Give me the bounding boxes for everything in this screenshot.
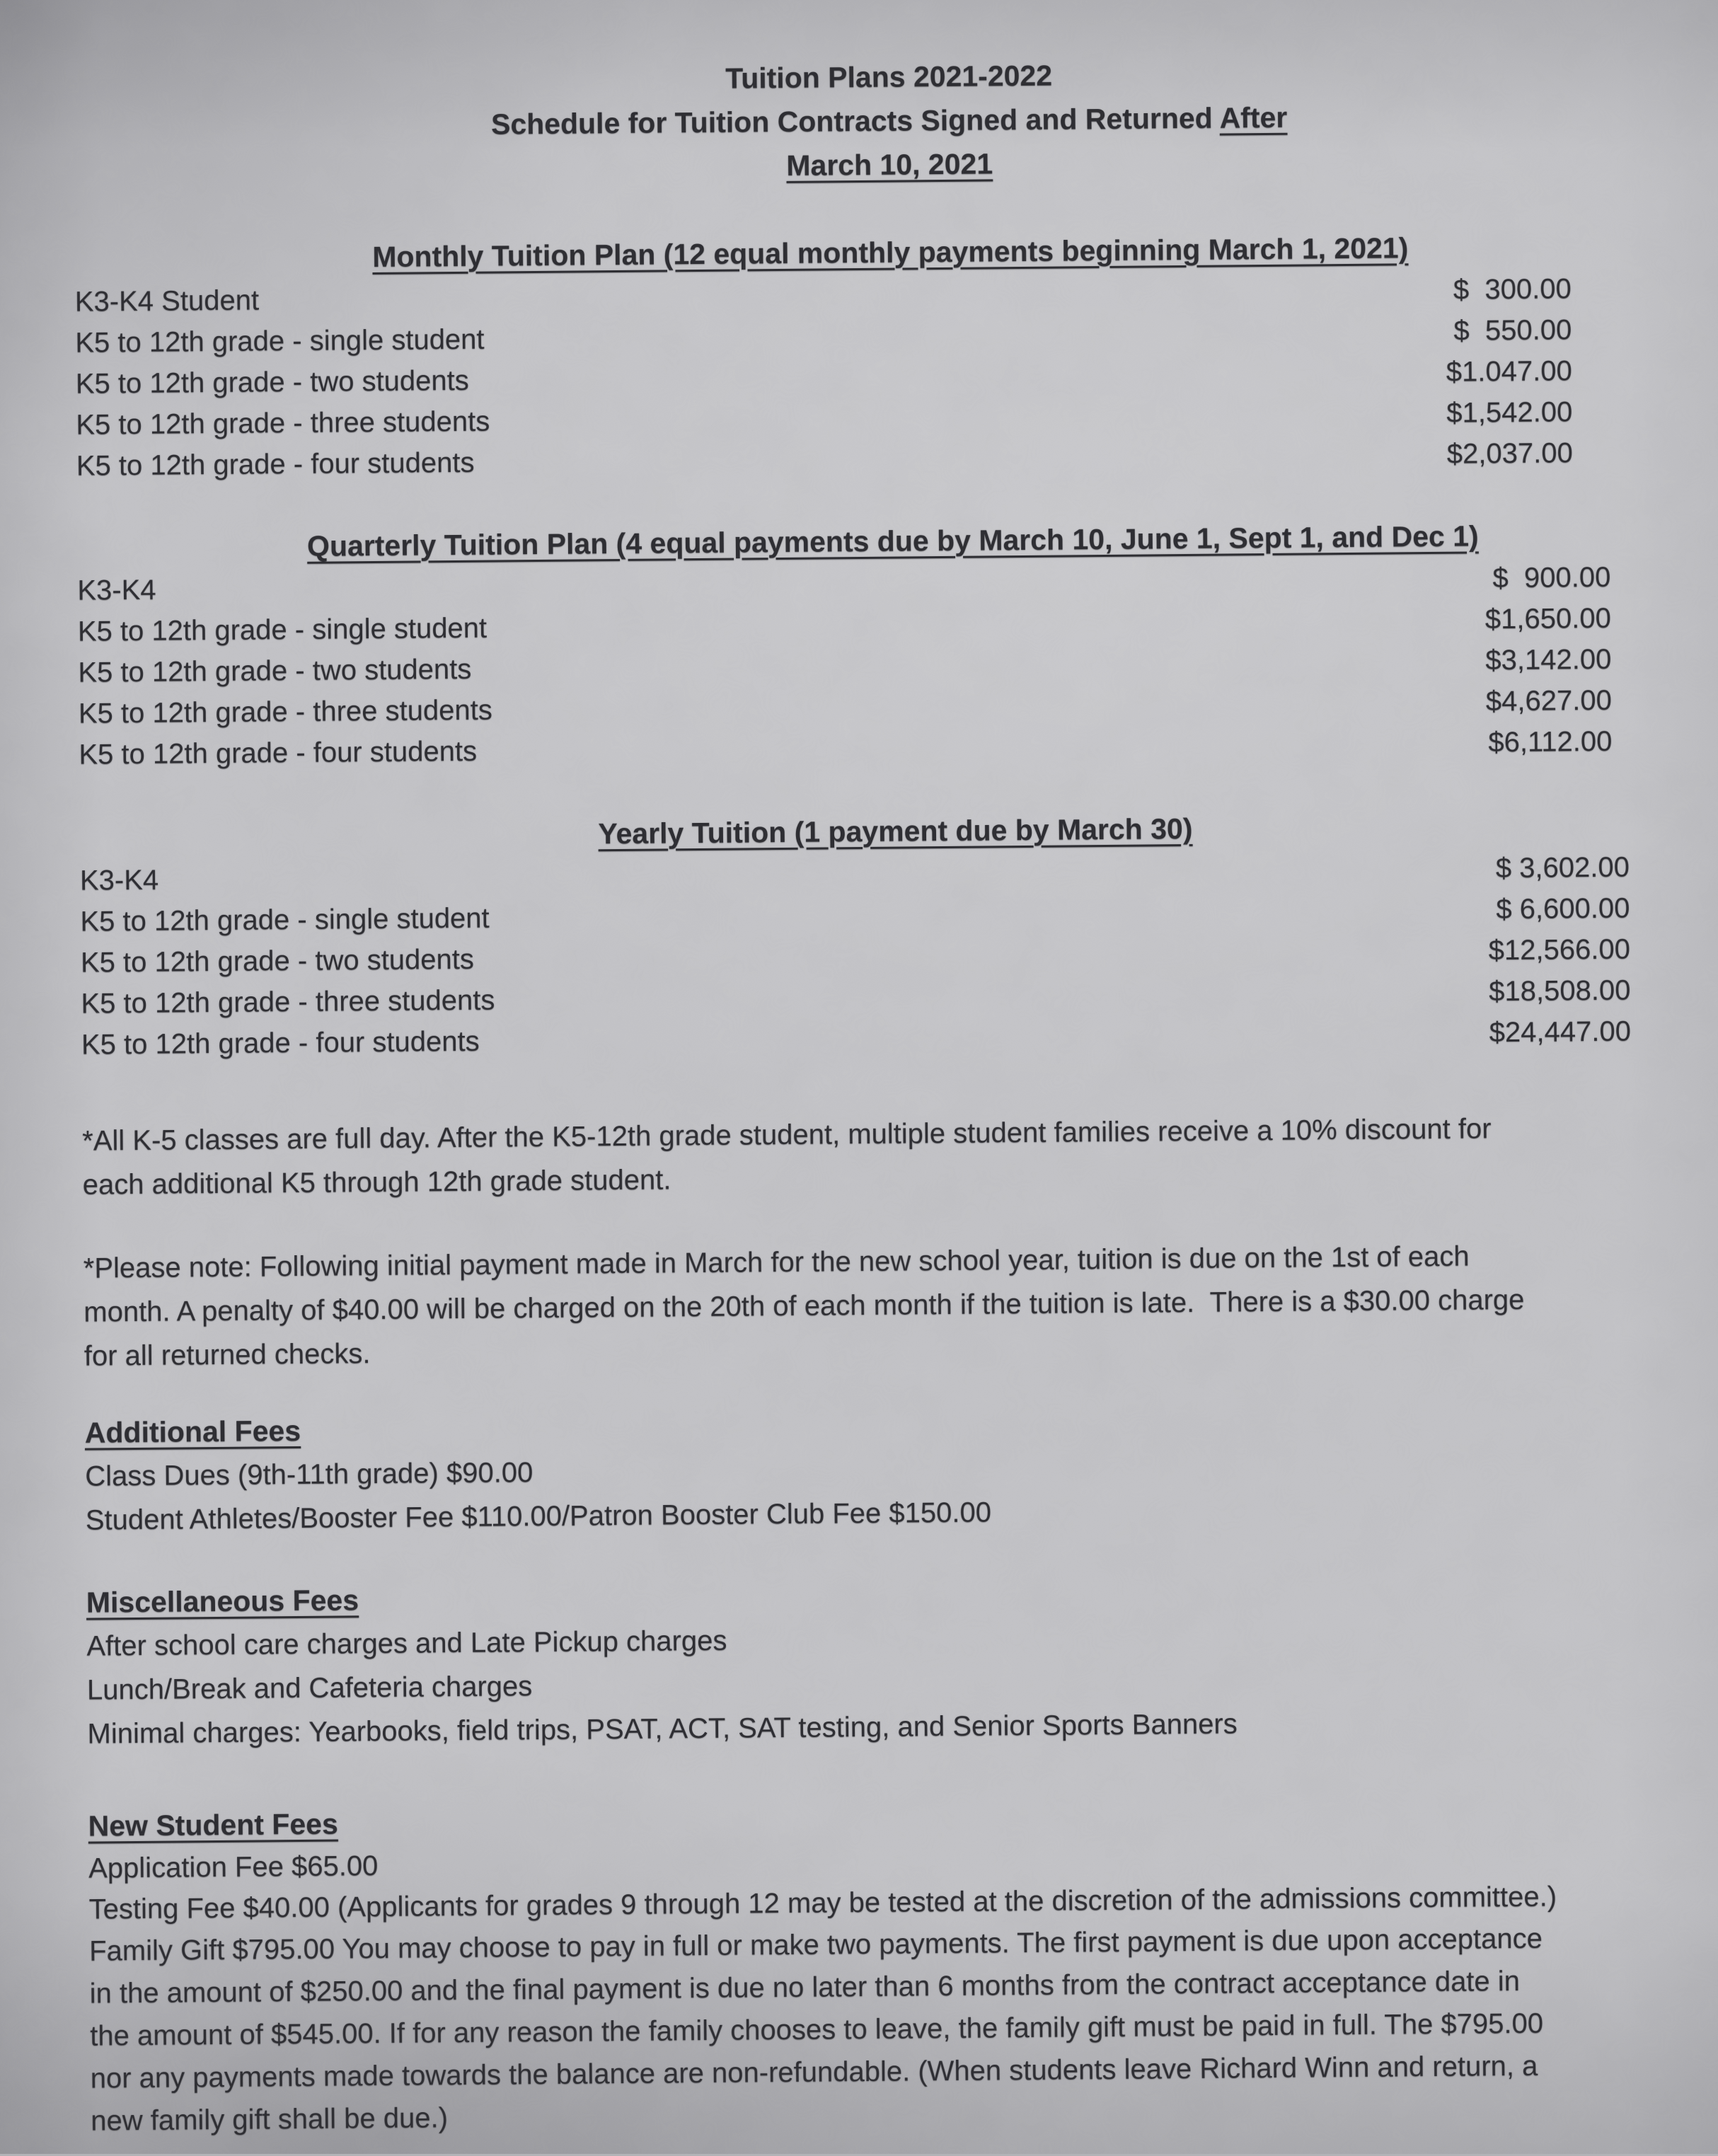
miscellaneous-fees-section: [86, 1566, 1718, 1756]
quarterly-plan-heading: Quarterly Tuition Plan (4 equal payments due by March 10, June 1, Sept 1, and Dec 1): [306, 519, 1479, 563]
row-label: K3-K4: [79, 864, 159, 897]
title-block: [73, 48, 1706, 194]
row-amount: $18,508.00: [1489, 974, 1631, 1008]
family-gift-line: new family gift shall be due.): [91, 2102, 449, 2137]
family-gift-line: in the amount of $250.00 and the final payment is due no later than 6 months from the contract acceptance date in: [89, 1965, 1521, 2010]
monthly-plan-heading: Monthly Tuition Plan (12 equal monthly payments beginning March 1, 2021): [372, 231, 1409, 274]
row-amount: $24,447.00: [1489, 1015, 1632, 1049]
row-label: K5 to 12th grade - four students: [76, 446, 475, 482]
new-student-fees-section: [88, 1789, 1718, 2142]
fee-line: Class Dues (9th-11th grade) $90.00: [85, 1457, 534, 1492]
row-amount: $4,627.00: [1485, 684, 1613, 717]
row-label: K5 to 12th grade - four students: [81, 1025, 480, 1061]
family-gift-line: Family Gift $795.00 You may choose to pay in full or make two payments. The first payment is due upon acceptance: [89, 1922, 1543, 1967]
row-label: K5 to 12th grade - two students: [80, 943, 475, 979]
fee-line: Testing Fee $40.00 (Applicants for grades 9 through 12 may be tested at the discretion of the admissions committee.): [88, 1881, 1557, 1925]
row-amount: $3,142.00: [1485, 643, 1612, 676]
monthly-plan-section: [74, 224, 1708, 487]
fee-line: Lunch/Break and Cafeteria charges: [86, 1671, 533, 1706]
family-gift-line: nor any payments made towards the balance are non-refundable. (When students leave Richard Winn and return, a: [90, 2050, 1538, 2094]
yearly-plan-heading: Yearly Tuition (1 payment due by March 30): [598, 812, 1193, 851]
row-label: K5 to 12th grade - four students: [79, 735, 478, 771]
payment-penalty-note: *Please note: Following initial payment made in March for the new school year, tuition is due on the 1st of each month. A penalty of $40.00 will be charged on the 20th of each month if the tuition is late. There is a $30.00 charge for all returned checks.: [83, 1240, 1525, 1372]
row-label: K5 to 12th grade - three students: [78, 694, 492, 730]
row-label: K5 to 12th grade - two students: [78, 653, 472, 688]
subtitle-emphasis: After: [1219, 100, 1288, 134]
quarterly-plan-section: [77, 512, 1711, 776]
additional-fees-heading: Additional Fees: [84, 1414, 301, 1449]
page-title: Tuition Plans 2021-2022: [725, 59, 1053, 95]
row-label: K5 to 12th grade - two students: [75, 364, 469, 400]
schedule-subtitle: Schedule for Tuition Contracts Signed and Returned After: [490, 100, 1288, 141]
row-amount: $1,650.00: [1484, 602, 1612, 635]
row-label: K5 to 12th grade - single student: [80, 902, 490, 938]
family-gift-line: the amount of $545.00. If for any reason the family chooses to leave, the family gift must be paid in full. The $795.00: [90, 2007, 1544, 2052]
fee-line: Student Athletes/Booster Fee $110.00/Patron Booster Club Fee $150.00: [85, 1497, 992, 1536]
fee-line: Minimal charges: Yearbooks, field trips, PSAT, ACT, SAT testing, and Senior Sports Banners: [87, 1708, 1238, 1750]
row-amount: $ 300.00: [1453, 273, 1572, 306]
additional-fees-section: [85, 1396, 1718, 1542]
full-day-discount-note: *All K-5 classes are full day. After the K5-12th grade student, multiple student families receive a 10% discount for each additional K5 through 12th grade student.: [82, 1113, 1492, 1201]
miscellaneous-fees-heading: Miscellaneous Fees: [86, 1584, 359, 1619]
fee-line: After school care charges and Late Pickup charges: [86, 1625, 727, 1662]
row-amount: $ 550.00: [1453, 314, 1572, 347]
schedule-date: March 10, 2021: [786, 147, 993, 182]
row-amount: $6,112.00: [1488, 725, 1613, 759]
row-amount: $ 6,600.00: [1496, 892, 1630, 926]
new-student-fees-heading: New Student Fees: [88, 1807, 338, 1843]
row-label: K3-K4: [77, 574, 156, 606]
row-amount: $1,542.00: [1446, 396, 1573, 429]
row-label: K5 to 12th grade - three students: [81, 984, 495, 1020]
yearly-plan-section: [79, 802, 1713, 1066]
row-amount: $2,037.00: [1446, 437, 1573, 470]
row-label: K5 to 12th grade - three students: [76, 405, 490, 441]
row-amount: $1.047.00: [1446, 355, 1572, 388]
row-label: K3-K4 Student: [74, 284, 260, 318]
row-label: K5 to 12th grade - single student: [77, 612, 488, 647]
row-amount: $ 3,602.00: [1495, 851, 1630, 884]
row-amount: $ 900.00: [1492, 561, 1611, 594]
row-amount: $12,566.00: [1488, 933, 1631, 967]
fee-line: Application Fee $65.00: [88, 1850, 379, 1884]
row-label: K5 to 12th grade - single student: [75, 323, 485, 359]
